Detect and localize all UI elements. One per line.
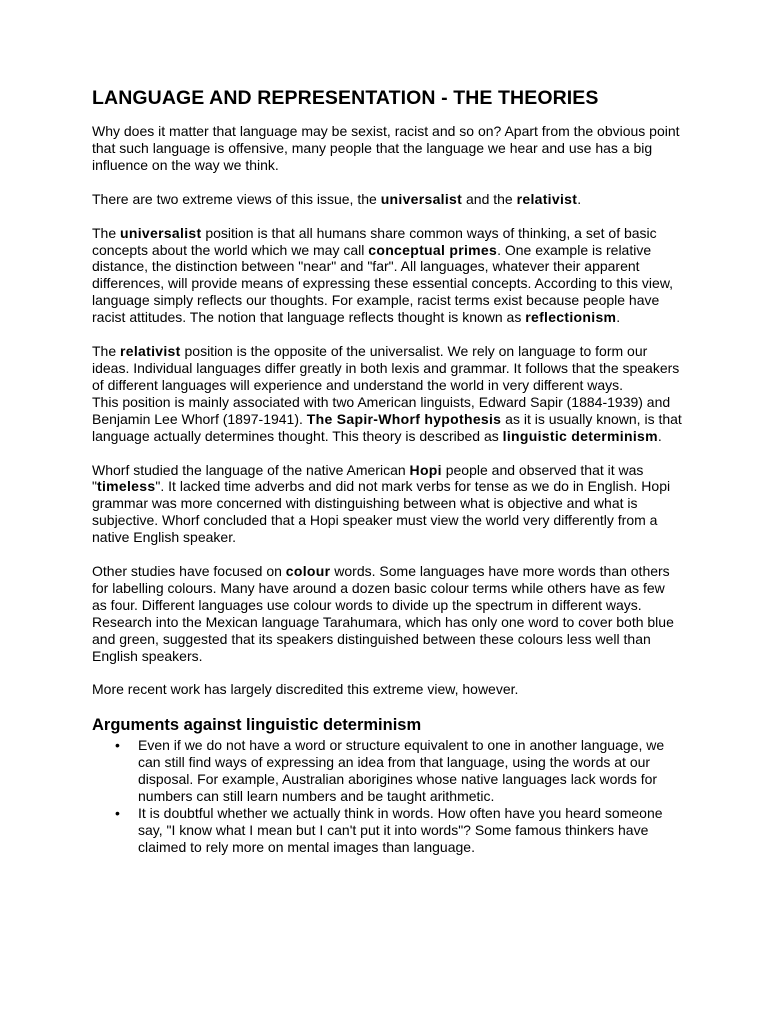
text-span: . bbox=[616, 309, 621, 326]
paragraph-discredited: More recent work has largely discredited this extreme view, however. bbox=[92, 681, 519, 698]
text-span: Whorf studied the language of the native American bbox=[92, 461, 410, 478]
text-span: and the bbox=[462, 190, 517, 207]
term-universalist: universalist bbox=[120, 224, 202, 241]
text-span: position is the opposite of the universalist. We rely on language to form our ideas. Individual languages differ greatly in both lexis and grammar. It follows that the speakers of different languages will experience and understand the world in very different ways. bbox=[92, 343, 680, 393]
document-page bbox=[92, 86, 682, 856]
term-sapir-whorf-hypothesis: The Sapir-Whorf hypothesis bbox=[306, 410, 502, 427]
term-hopi: Hopi bbox=[409, 461, 442, 478]
text-span: position is that all humans share common ways of thinking, a set of basic concepts about the world which we may call bbox=[92, 224, 657, 258]
term-reflectionism: reflectionism bbox=[525, 309, 617, 326]
term-linguistic-determinism: linguistic determinism bbox=[502, 427, 658, 444]
paragraph-two-views bbox=[92, 191, 682, 208]
paragraph-universalist bbox=[92, 225, 682, 326]
paragraph-intro: Why does it matter that language may be sexist, racist and so on? Apart from the obvious point that such language is offensive, many people that the language we hear and use has a big influence on the way we think. bbox=[92, 123, 680, 173]
bullet-icon: • bbox=[115, 737, 120, 754]
text-span: . bbox=[577, 190, 582, 207]
bullet-icon: • bbox=[115, 805, 120, 821]
term-colour: colour bbox=[285, 563, 331, 580]
paragraph-hopi bbox=[92, 462, 682, 547]
paragraph-relativist bbox=[92, 343, 682, 394]
bullet-list bbox=[92, 737, 682, 855]
term-conceptual-primes: conceptual primes bbox=[368, 241, 498, 258]
term-universalist: universalist bbox=[380, 190, 463, 207]
text-span: The bbox=[92, 224, 121, 241]
text-span: Other studies have focused on bbox=[92, 563, 286, 580]
text-span: The bbox=[92, 343, 121, 360]
text-span: people and observed that it was " bbox=[92, 461, 644, 495]
document-title: LANGUAGE AND REPRESENTATION - THE THEORIES bbox=[92, 87, 599, 109]
list-item bbox=[92, 737, 682, 805]
section-heading: Arguments against linguistic determinism bbox=[92, 716, 422, 735]
text-span: . bbox=[657, 427, 662, 444]
term-relativist: relativist bbox=[120, 343, 181, 360]
list-item bbox=[92, 805, 682, 856]
text-span: . One example is relative distance, the distinction between "near" and "far". All languages, whatever their apparent differences, will provide means of expressing these essential concepts. According to this view, language simply reflects our thoughts. For example, racist terms exist because people have racist attitudes. The notion that language reflects thought is known as bbox=[92, 241, 674, 326]
text-span: ". It lacked time adverbs and did not mark verbs for tense as we do in English. Hopi grammar was more concerned with distinguishing between what is objective and what is subjective. Whorf concluded that a Hopi speaker must view the world very differently from a native English speaker. bbox=[92, 478, 671, 546]
list-item-text: Even if we do not have a word or structure equivalent to one in another language, we can still find ways of expressing an idea from that language, using the words at our disposal. For example, Australian aborigines whose native languages lack words for numbers can still learn numbers and be taught arithmetic. bbox=[138, 737, 665, 805]
text-span: This position is mainly associated with two American linguists, Edward Sapir (1884-1939) and Benjamin Lee Whorf (1897-1941). bbox=[92, 393, 671, 427]
paragraph-sapir-whorf bbox=[92, 394, 682, 445]
term-timeless: timeless bbox=[96, 478, 156, 495]
text-span: as it is usually known, is that language actually determines thought. This theory is described as bbox=[92, 410, 682, 444]
text-span: There are two extreme views of this issue, the bbox=[92, 190, 381, 207]
term-relativist: relativist bbox=[516, 190, 578, 207]
list-item-text: It is doubtful whether we actually think in words. How often have you heard someone say, "I know what I mean but I can't put it into words"? Some famous thinkers have claimed to rely more on mental images than language. bbox=[138, 805, 663, 855]
text-span: words. Some languages have more words than others for labelling colours. Many have around a dozen basic colour terms while others have as few as four. Different languages use colour words to divide up the spectrum in different ways. Research into the Mexican language Tarahumara, which has only one word to cover both blue and green, suggested that its speakers distinguished between these colours less well than English speakers. bbox=[92, 563, 674, 664]
paragraph-colour bbox=[92, 563, 682, 664]
